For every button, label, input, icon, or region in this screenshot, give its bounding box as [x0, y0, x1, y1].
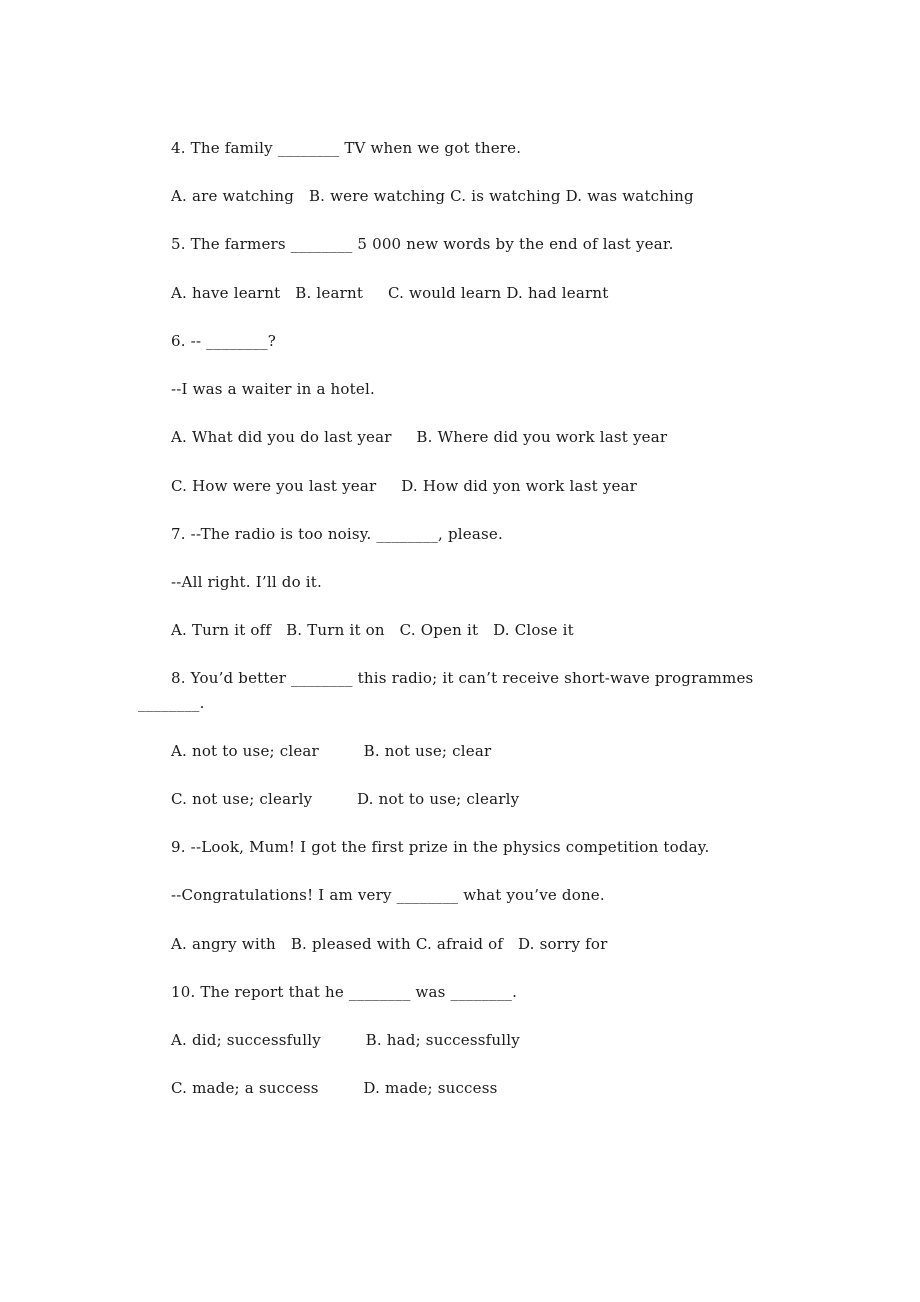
question-5-stem: 5. The farmers ________ 5 000 new words by the end of last year.	[171, 235, 674, 253]
question-8-stem-continued: ________.	[138, 694, 205, 712]
question-7-options: A. Turn it off B. Turn it on C. Open it D. Close it	[171, 621, 574, 639]
question-9-options: A. angry with B. pleased with C. afraid of D. sorry for	[171, 935, 608, 953]
question-6-stem: 6. -- ________?	[171, 332, 277, 350]
question-8-options-cd: C. not use; clearly D. not to use; clearly	[171, 790, 520, 808]
question-6-options-cd: C. How were you last year D. How did yon work last year	[171, 477, 638, 495]
question-10-options-ab: A. did; successfully B. had; successfully	[171, 1031, 520, 1049]
question-8-options-ab: A. not to use; clear B. not use; clear	[171, 742, 492, 760]
question-6-options-ab: A. What did you do last year B. Where did you work last year	[171, 428, 668, 446]
question-7-stem: 7. --The radio is too noisy. ________, please.	[171, 525, 503, 543]
question-10-stem: 10. The report that he ________ was ________.	[171, 983, 518, 1001]
question-9-stem: 9. --Look, Mum! I got the first prize in the physics competition today.	[171, 838, 710, 856]
question-4-options: A. are watching B. were watching C. is watching D. was watching	[171, 187, 694, 205]
question-6-reply: --I was a waiter in a hotel.	[171, 380, 375, 398]
question-10-options-cd: C. made; a success D. made; success	[171, 1079, 498, 1097]
question-4-stem: 4. The family ________ TV when we got there.	[171, 139, 522, 157]
question-8-stem: 8. You’d better ________ this radio; it can’t receive short-wave programmes	[171, 669, 754, 687]
question-7-reply: --All right. I’ll do it.	[171, 573, 322, 591]
question-5-options: A. have learnt B. learnt C. would learn D. had learnt	[171, 284, 609, 302]
question-9-reply: --Congratulations! I am very ________ what you’ve done.	[171, 886, 605, 904]
